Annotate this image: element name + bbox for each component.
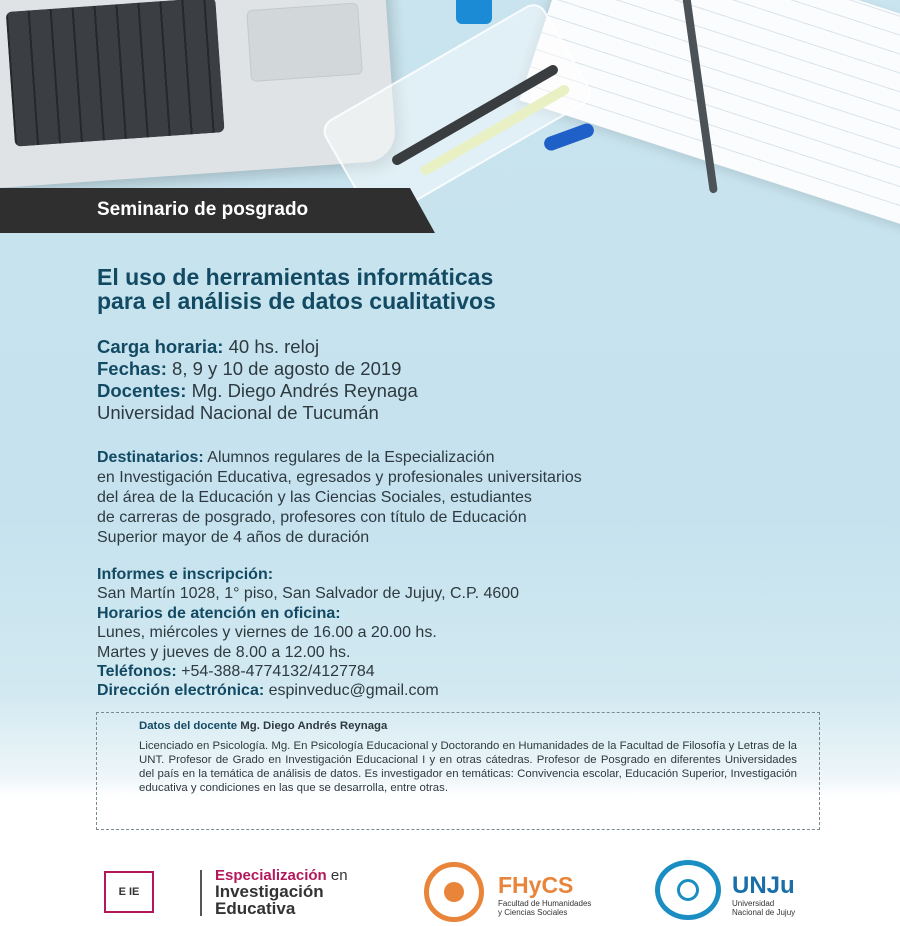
- destinatarios: [97, 448, 837, 548]
- especializacion-name: Investigación Educativa: [215, 882, 324, 918]
- email-value: espinveduc@gmail.com: [264, 682, 439, 700]
- fechas-label: Fechas:: [97, 358, 167, 379]
- horario-line: Lunes, miércoles y viernes de 16.00 a 20.00 hs.: [97, 624, 437, 642]
- bio-teacher-name: Mg. Diego Andrés Reynaga: [240, 720, 388, 732]
- seminar-title: [97, 265, 797, 313]
- bio-heading: [139, 719, 797, 733]
- fhycs-seal-icon: [424, 862, 484, 922]
- pen-cap-image: [542, 122, 596, 153]
- unju-seal-icon: [655, 860, 721, 920]
- horario-line: Martes y jueves de 8.00 a 12.00 hs.: [97, 643, 351, 661]
- destinatarios-line: Superior mayor de 4 años de duración: [97, 529, 370, 546]
- fhycs-subtitle: Facultad de Humanidades y Ciencias Sociales: [498, 899, 592, 917]
- docentes-institution: Universidad Nacional de Tucumán: [97, 402, 379, 423]
- fechas-value: 8, 9 y 10 de agosto de 2019: [166, 358, 402, 379]
- unju-subtitle: Universidad Nacional de Jujuy: [732, 899, 796, 917]
- banner-text: Seminario de posgrado: [97, 199, 309, 220]
- trackpad-image: [246, 2, 363, 82]
- clip-image: [456, 0, 492, 24]
- unju-name: UNJu: [732, 872, 795, 899]
- email: [97, 681, 857, 700]
- docentes-label: Docentes:: [97, 380, 187, 401]
- bio-text: Licenciado en Psicología. Mg. En Psicología Educacional y Doctorando en Humanidades de la Facultad de Filosofía y Letras de la UNT. Profesor de Grado en Investigación Educacional I y en otras cátedras. Profesor de Posgrado en diferentes Universidades del país en la temática de análisis de datos. Es investigador en temáticas: Convivencia escolar, Educación Superior, Investigación educativa y condiciones en las que se desarrolla, entre otras.: [139, 740, 797, 794]
- telefonos-label: Teléfonos:: [97, 663, 177, 681]
- keyboard-image: [6, 0, 225, 147]
- carga-label: Carga horaria:: [97, 336, 224, 357]
- fhycs-name: FHyCS: [498, 872, 574, 898]
- destinatarios-line: del área de la Educación y las Ciencias Sociales, estudiantes: [97, 489, 532, 506]
- email-label: Dirección electrónica:: [97, 682, 265, 700]
- title-line: El uso de herramientas informáticas: [97, 264, 494, 290]
- laptop-image: [0, 0, 397, 189]
- contact-info: [97, 565, 857, 701]
- horarios-label: Horarios de atención en oficina:: [97, 604, 341, 622]
- address: San Martín 1028, 1° piso, San Salvador de Jujuy, C.P. 4600: [97, 585, 520, 603]
- title-line: para el análisis de datos cualitativos: [97, 288, 496, 314]
- docentes: [97, 380, 857, 402]
- course-info: [97, 336, 857, 424]
- notebook-image: [519, 0, 900, 230]
- destinatarios-label: Destinatarios:: [97, 449, 204, 466]
- telefonos-value: +54-388-4774132/4127784: [176, 663, 375, 681]
- docentes-value: Mg. Diego Andrés Reynaga: [186, 380, 418, 401]
- eie-logo: E IE: [104, 871, 154, 913]
- fechas: [97, 358, 857, 380]
- telefonos: [97, 662, 857, 681]
- informes-label: Informes e inscripción:: [97, 566, 274, 583]
- bio-heading-label: Datos del docente: [139, 720, 241, 732]
- destinatarios-line: Alumnos regulares de la Especialización: [203, 449, 495, 466]
- teacher-bio-box: [96, 712, 820, 830]
- destinatarios-line: de carreras de posgrado, profesores con título de Educación: [97, 509, 527, 526]
- especializacion-word: Especialización en: [215, 867, 348, 884]
- carga-horaria: [97, 336, 857, 358]
- carga-value: 40 hs. reloj: [223, 336, 320, 357]
- logo-divider: [200, 870, 202, 916]
- destinatarios-line: en Investigación Educativa, egresados y profesionales universitarios: [97, 469, 582, 486]
